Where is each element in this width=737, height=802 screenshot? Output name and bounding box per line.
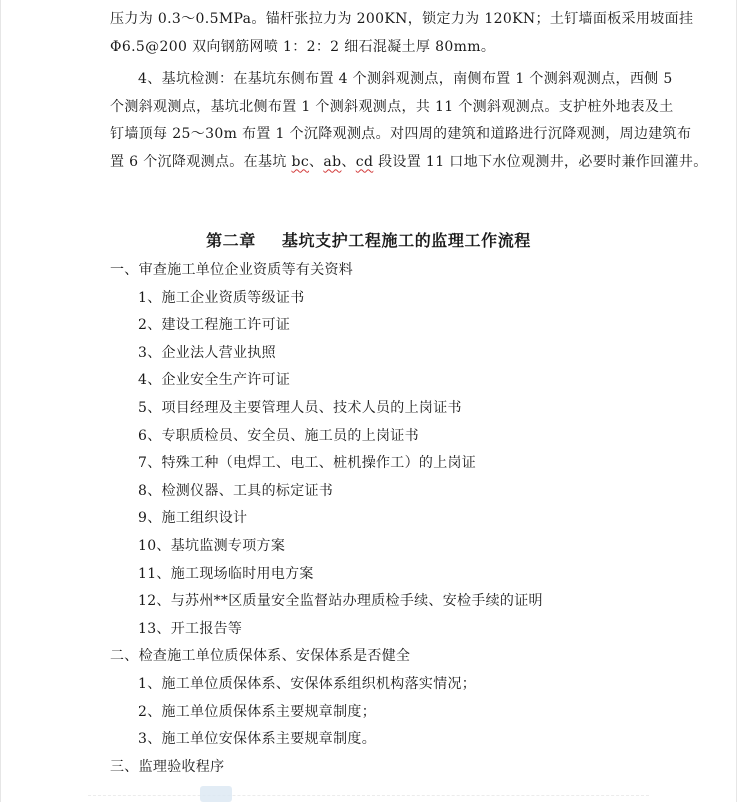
section-1-item: 8、检测仪器、工具的标定证书 xyxy=(138,482,334,499)
page-bottom-margin xyxy=(88,795,649,802)
section-1-item: 7、特殊工种（电焊工、电工、桩机操作工）的上岗证 xyxy=(138,455,477,472)
section-1-heading: 一、审查施工单位企业资质等有关资料 xyxy=(110,262,354,278)
section-3-heading: 三、监理验收程序 xyxy=(110,758,225,775)
section-1-item: 1、施工企业资质等级证书 xyxy=(138,289,305,306)
monitoring-line-2: 个测斜观测点，基坑北侧布置 1 个测斜观测点，共 11 个测斜观测点。支护桩外地表及土 xyxy=(110,98,674,115)
chapter-title: 基坑支护工程施工的监理工作流程 xyxy=(281,231,531,250)
section-1-item: 12、与苏州**区质量安全监督站办理质检手续、安检手续的证明 xyxy=(138,593,543,610)
section-1-item: 5、项目经理及主要管理人员、技术人员的上岗证书 xyxy=(138,399,462,416)
intro-line-2: Φ6.5@200 双向钢筋网喷 1：2：2 细石混凝土厚 80mm。 xyxy=(110,38,496,55)
section-1-item: 11、施工现场临时用电方案 xyxy=(138,565,314,582)
section-2-item: 2、施工单位质保体系主要规章制度； xyxy=(138,703,377,720)
section-1-item: 3、企业法人营业执照 xyxy=(138,344,276,361)
section-1-item: 2、建设工程施工许可证 xyxy=(138,317,291,334)
chapter-heading xyxy=(0,227,737,255)
monitoring-line-1: 4、基坑检测：在基坑东侧布置 4 个测斜观测点，南侧布置 1 个测斜观测点，西侧 5 xyxy=(138,71,673,87)
spellcheck-word-ab: ab xyxy=(323,153,342,170)
section-1-item: 9、施工组织设计 xyxy=(138,510,248,527)
section-2-heading: 二、检查施工单位质保体系、安保体系是否健全 xyxy=(110,648,411,665)
monitoring-line-3: 钉墙顶每 25～30m 布置 1 个沉降观测点。对四周的建筑和道路进行沉降观测，周边建筑布 xyxy=(110,126,692,142)
section-1-item: 13、开工报告等 xyxy=(138,620,243,637)
intro-paragraph xyxy=(110,6,694,61)
page-edge-left xyxy=(0,0,1,802)
watermark-logo xyxy=(200,786,232,802)
section-1-item: 10、基坑监测专项方案 xyxy=(138,537,286,554)
spellcheck-word-bc: bc xyxy=(291,153,310,170)
separator-1: 、 xyxy=(309,153,324,170)
monitoring-line-4-start: 置 6 个沉降观测点。在基坑 xyxy=(110,153,292,170)
section-1-item: 4、企业安全生产许可证 xyxy=(138,372,291,389)
section-1-item: 6、专职质检员、安全员、施工员的上岗证书 xyxy=(138,427,419,444)
spellcheck-word-cd: cd xyxy=(355,153,374,170)
workflow-outline xyxy=(110,257,670,781)
section-2-item: 1、施工单位质保体系、安保体系组织机构落实情况； xyxy=(138,675,477,692)
chapter-number: 第二章 xyxy=(206,231,256,250)
separator-2: 、 xyxy=(341,153,356,170)
section-2-item: 3、施工单位安保体系主要规章制度。 xyxy=(138,731,377,748)
monitoring-line-4-end: 段设置 11 口地下水位观测井，必要时兼作回灌井。 xyxy=(373,153,708,170)
intro-line-1: 压力为 0.3～0.5MPa。锚杆张拉力为 200KN，锁定力为 120KN；土钉墙面板采用坡面挂 xyxy=(110,11,694,27)
monitoring-paragraph xyxy=(110,66,708,176)
monitoring-line-4 xyxy=(110,149,708,177)
